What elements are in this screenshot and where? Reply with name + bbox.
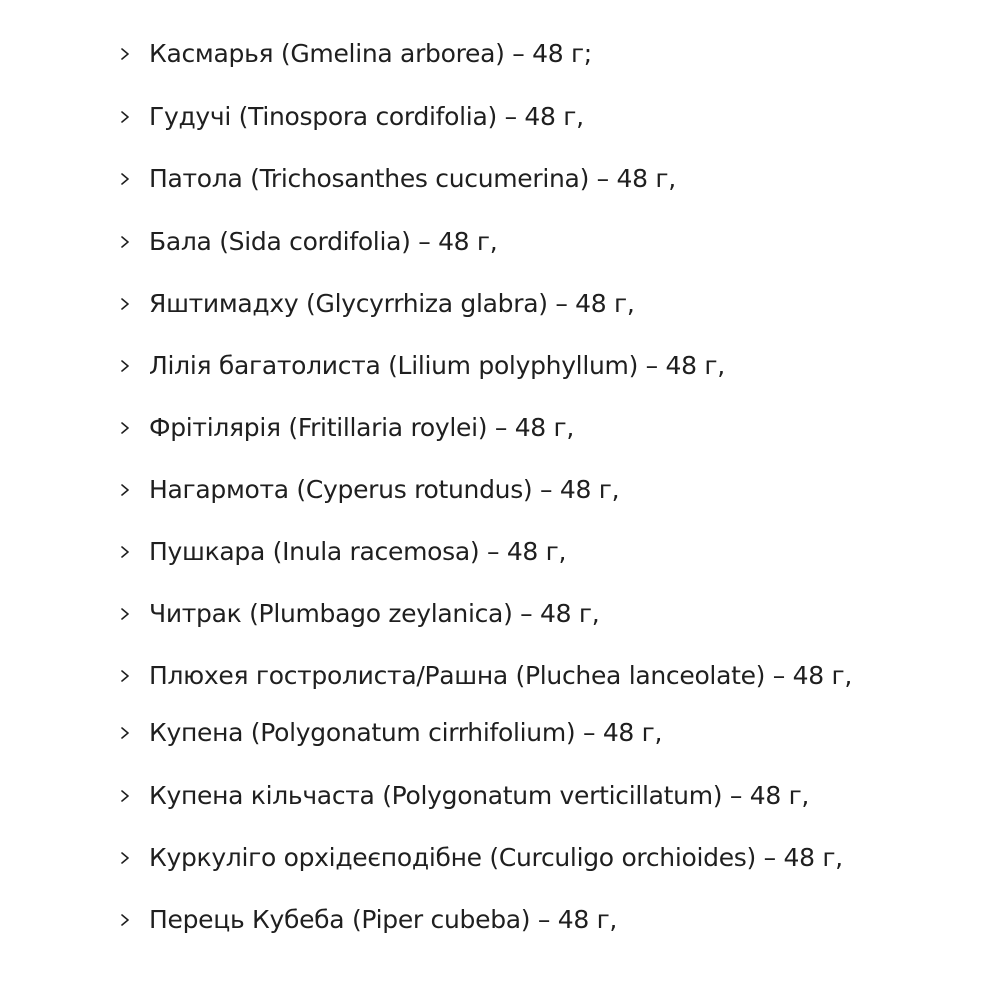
chevron-right-icon: [118, 607, 132, 621]
chevron-right-icon: [118, 421, 132, 435]
list-item: [118, 346, 725, 386]
chevron-right-icon: [118, 669, 132, 683]
list-item: [118, 222, 497, 262]
ingredient-text: Бала (Sida cordifolia) – 48 г,: [149, 227, 498, 256]
chevron-right-icon: [118, 235, 132, 249]
ingredient-text: Плюхея гостролиста/Рашна (Pluchea lanceolate) – 48 г,: [149, 661, 852, 690]
ingredient-text: Фрітілярія (Fritillaria roylei) – 48 г,: [149, 413, 575, 442]
chevron-right-icon: [118, 110, 132, 124]
chevron-right-icon: [118, 913, 132, 927]
ingredient-text: Купена (Polygonatum cirrhifolium) – 48 г,: [149, 718, 663, 747]
chevron-right-icon: [118, 726, 132, 740]
ingredient-text: Читрак (Plumbago zeylanica) – 48 г,: [149, 599, 600, 628]
ingredient-text: Касмарья (Gmelina arborea) – 48 г;: [149, 39, 592, 68]
chevron-right-icon: [118, 545, 132, 559]
list-item: [118, 284, 635, 324]
chevron-right-icon: [118, 297, 132, 311]
ingredient-text: Перець Кубеба (Piper cubeba) – 48 г,: [149, 905, 618, 934]
chevron-right-icon: [118, 483, 132, 497]
list-item: [118, 159, 676, 199]
list-item: [118, 776, 809, 816]
ingredient-text: Купена кільчаста (Polygonatum verticillatum) – 48 г,: [149, 781, 810, 810]
list-item: [118, 470, 619, 510]
chevron-right-icon: [118, 47, 132, 61]
list-item: [118, 34, 592, 74]
ingredient-text: Пушкара (Inula racemosa) – 48 г,: [149, 537, 567, 566]
list-item: [118, 594, 599, 634]
chevron-right-icon: [118, 359, 132, 373]
chevron-right-icon: [118, 851, 132, 865]
list-item: [118, 713, 662, 753]
chevron-right-icon: [118, 172, 132, 186]
list-item: [118, 900, 617, 940]
ingredient-text: Патола (Trichosanthes cucumerina) – 48 г,: [149, 164, 676, 193]
list-item: [118, 97, 584, 137]
list-item: [118, 838, 843, 878]
list-item: [118, 656, 852, 696]
ingredient-text: Лілія багатолиста (Lilium polyphyllum) – 48 г,: [149, 351, 725, 380]
ingredient-text: Нагармота (Cyperus rotundus) – 48 г,: [149, 475, 620, 504]
chevron-right-icon: [118, 789, 132, 803]
ingredient-text: Гудучі (Tinospora cordifolia) – 48 г,: [149, 102, 584, 131]
ingredient-text: Куркуліго орхідеєподібне (Curculigo orchioides) – 48 г,: [149, 843, 843, 872]
ingredient-text: Яштимадху (Glycyrrhiza glabra) – 48 г,: [149, 289, 635, 318]
list-item: [118, 532, 566, 572]
list-item: [118, 408, 574, 448]
